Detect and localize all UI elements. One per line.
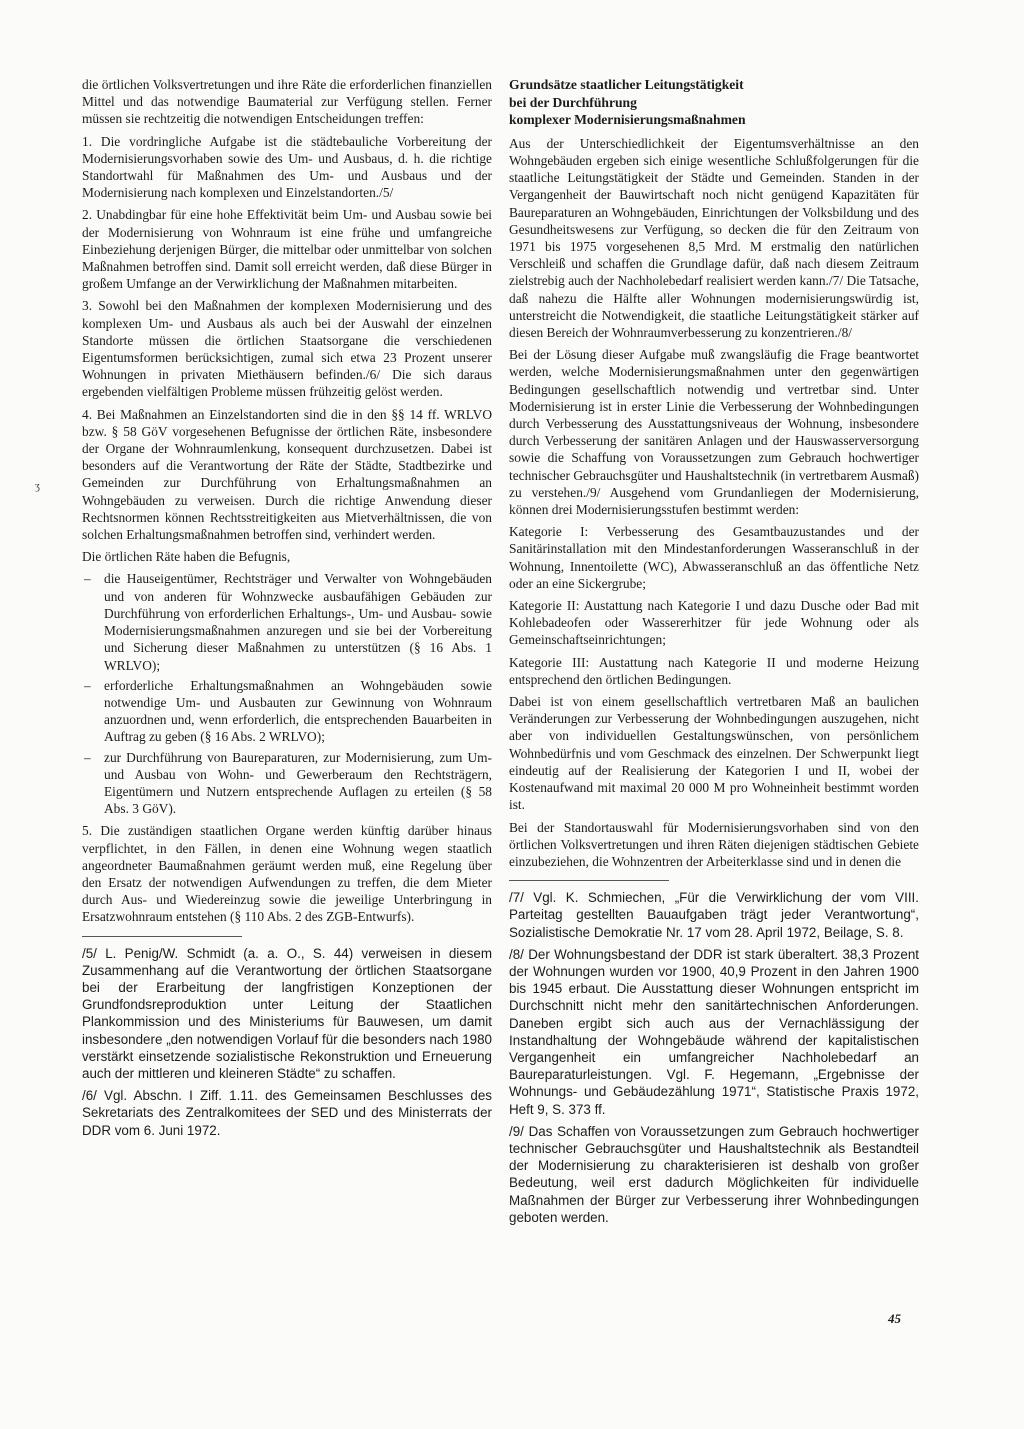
powers-list [82,570,492,817]
heading-line: komplexer Modernisierungsmaßnahmen [509,112,746,128]
margin-mark: ʒ [35,480,40,492]
footnote-6: /6/ Vgl. Abschn. I Ziff. 1.11. des Gemeinsamen Beschlusses des Sekretariats des Zentralkomitees der SED und des Ministerrats der DDR vom 6. Juni 1972. [82,1088,492,1138]
footnote-7: /7/ Vgl. K. Schmiechen, „Für die Verwirklichung der vom VIII. Parteitag gestellten Bauaufgaben trägt jeder Verantwortung“, Sozialistische Demokratie Nr. 17 vom 28. April 1972, Beilage, S. 8. [509,890,919,940]
heading-line: bei der Durchführung [509,94,637,110]
footnote-9: /9/ Das Schaffen von Voraussetzungen zum Gebrauch hochwertiger technischer Gebrauchsgüter und Haushaltstechnik als Bestandteil der Modernisierung zu charakterisieren ist deshalb von großer Bedeutung, weil erst dadurch Möglichkeiten für individuelle Maßnahmen der Bürger zur Verbesserung ihrer Wohnbedingungen geboten werden. [509,1123,919,1225]
numbered-paragraph-1: 1. Die vordringliche Aufgabe ist die städtebauliche Vorbereitung der Modernisierungsvorhaben sowie des Um- und Ausbaus, d. h. die richtige Standortwahl für Maßnahmen des Um- und Ausbaus und der Modernisierung nach komplexen und Einzelstandorten./5/ [82,133,492,201]
footnote-5: /5/ L. Penig/W. Schmidt (a. a. O., S. 44) verweisen in diesem Zusammenhang auf die Verantwortung der örtlichen Staatsorgane bei der Erarbeitung der langfristigen Konzeptionen der Grundfondsreproduktion unter Leitung der Staatlichen Plankommission und des Ministeriums für Bauwesen, um damit insbesondere „den notwendigen Vorlauf für die besonders nach 1980 verstärkt einsetzende sozialistische Rekonstruktion und Erneuerung auch der mittleren und kleineren Städte“ zu schaffen. [82,945,492,1081]
right-column [509,76,919,1231]
body-paragraph: Dabei ist von einem gesellschaftlich vertretbaren Maß an baulichen Veränderungen zur Verbesserung der Wohnbedingungen auszugehen, nicht aber von individuellen Gestaltungswünschen, von persönlichem Wohnbedürfnis und vom Geschmack des einzelnen. Der Schwerpunkt liegt eindeutig auf der Realisierung der Kategorien I und II, wobei der Kostenaufwand mit maximal 20 000 M pro Wohneinheit bestimmt worden ist. [509,694,919,813]
category-3-paragraph: Kategorie III: Austattung nach Kategorie II und moderne Heizung entsprechend den örtlichen Bedingungen. [509,654,919,687]
list-item: – zur Durchführung von Baureparaturen, zur Modernisierung, zum Um- und Ausbau von Wohn- und Gewerberaum den Rechtsträgern, Eigentümern und Nutzern entsprechende Auflagen zu erteilen (§ 58 Abs. 3 GöV). [82,749,492,818]
body-paragraph: Bei der Standortauswahl für Modernisierungsvorhaben sind von den örtlichen Volksvertretungen und ihren Räten diejenigen städtischen Gebiete einzubeziehen, die Wohnzentren der Arbeiterklasse sind und in denen die [509,819,919,869]
powers-intro: Die örtlichen Räte haben die Befugnis, [82,549,291,565]
body-paragraph: Bei der Lösung dieser Aufgabe muß zwangsläufig die Frage beantwortet werden, welche Modernisierungsmaßnahmen unter den gegenwärtigen Bedingungen gesellschaftlich notwendig und vertretbar sind. Unter Modernisierung ist in erster Linie die Verbesserung der Wohnbedingungen durch Verbesserung des Ausstattungsniveaus der Wohnung, insbesondere durch Verbesserung der sanitären Anlagen und der Hauswasserversorgung sowie die Schaffung von Voraussetzungen zum Gebrauch hochwertiger technischer Gebrauchsgüter und Haushaltstechnik (in vertretbarem Ausmaß) zu verstehen./9/ Ausgehend vom Grundanliegen der Modernisierung, können drei Modernisierungsstufen bestimmt werden: [509,347,919,518]
category-1-paragraph: Kategorie I: Verbesserung des Gesamtbauzustandes und der Sanitärinstallation mit den Mindestanforderungen Wasseranschluß in der Wohnung, Innentoilette (WC), Abwasseranschluß an das öffentliche Netz oder an eine Sickergrube; [509,524,919,591]
footnote-divider [82,936,242,937]
body-paragraph: Aus der Unterschiedlichkeit der Eigentumsverhältnisse an den Wohngebäuden ergeben sich einige wesentliche Schlußfolgerungen für die staatliche Leitungstätigkeit der Städte und Gemeinden. Standen in der Vergangenheit der Bauwirtschaft noch nicht genügend Kapazitäten für Baureparaturen an Wohngebäuden, Einrichtungen der Volksbildung und des Gesundheitswesens zur Verfügung, so decken die für den Zeitraum von 1971 bis 1975 vorgesehenen 8,5 Mrd. M erstmalig den natürlichen Verschleiß und schaffen die Grundlage dafür, daß nach diesem Zeitraum zielstrebig auch der Nachholebedarf realisiert werden kann./7/ Die Tatsache, daß nahezu die Hälfte aller Wohnungen modernisierungswürdig ist, unterstreicht die Notwendigkeit, die staatliche Leitungstätigkeit stärker auf diesen Bereich der Wohnraumverbesserung zu konzentrieren./8/ [509,135,919,341]
footnote-divider [509,880,669,881]
list-item: – die Hauseigentümer, Rechtsträger und Verwalter von Wohngebäuden und von anderen für Wohnzwecke ausbaufähigen Gebäuden zur Durchführung von erforderlichen Erhaltungs-, Um- und Ausbau- sowie Modernisierungsmaßnahmen anzuregen und sie bei der Vorbereitung und Sicherung dieser Maßnahmen zu unterstützen (§ 16 Abs. 1 WRLVO); [82,570,492,673]
intro-paragraph: die örtlichen Volksvertretungen und ihre Räte die erforderlichen finanziellen Mittel und das notwendige Baumaterial zur Verfügung stellen. Ferner müssen sie rechtzeitig die notwendigen Entscheidungen treffen: [82,77,492,127]
numbered-paragraph-2: 2. Unabdingbar für eine hohe Effektivität beim Um- und Ausbau sowie bei der Modernisierung von Wohnraum ist eine frühe und umfangreiche Einbeziehung derjenigen Bürger, die mittelbar oder unmittelbar von solchen Maßnahmen betroffen sind. Damit soll erreicht werden, daß diese Bürger in großem Umfange an der Verwirklichung der Maßnahmen mitarbeiten. [82,207,492,292]
category-2-paragraph: Kategorie II: Austattung nach Kategorie I und dazu Dusche oder Bad mit Kohlebadeofen oder Wassererhitzer für jede Wohnung oder als Gemeinschaftseinrichtungen; [509,598,919,648]
numbered-paragraph-5: 5. Die zuständigen staatlichen Organe werden künftig darüber hinaus verpflichtet, in den Fällen, in denen eine Wohnung wegen staatlich angeordneter Baumaßnahmen geräumt werden muß, eine Regelung über den Ersatz der notwendigen Aufwendungen zu treffen, die dem Mieter durch Aus- und Wiedereinzug sowie die jeweilige Unterbringung in Ersatzwohnraum entstehen (§ 110 Abs. 2 des ZGB-Entwurfs). [82,823,492,925]
left-column [82,76,492,1144]
list-item: – erforderliche Erhaltungsmaßnahmen an Wohngebäuden sowie notwendige Um- und Ausbauten zur Gewinnung von Wohnraum anzuordnen und, wenn erforderlich, die entsprechenden Bauarbeiten in Auftrag zu geben (§ 16 Abs. 2 WRLVO); [82,677,492,746]
numbered-paragraph-4: 4. Bei Maßnahmen an Einzelstandorten sind die in den §§ 14 ff. WRLVO bzw. § 58 GöV vorgesehenen Befugnisse der örtlichen Räte, insbesondere der Organe der Wohnraumlenkung, konsequent durchzusetzen. Dabei ist besonders auf die Verantwortung der Räte der Städte, Stadtbezirke und Gemeinden zur Durchführung von Erhaltungsmaßnahmen an Wohngebäuden zu verweisen. Durch die richtige Anwendung dieser Rechtsnormen können Rechtsstreitigkeiten aus Mietverhältnissen, die von solchen Erhaltungsmaßnahmen betroffen sind, verhindert werden. [82,406,492,543]
page-number: 45 [888,1311,901,1326]
heading-line: Grundsätze staatlicher Leitungstätigkeit [509,77,744,92]
numbered-paragraph-3: 3. Sowohl bei den Maßnahmen der komplexen Modernisierung und des komplexen Um- und Ausbaus als auch bei der Auswahl der einzelnen Standorte müssen die örtlichen Staatsorgane die verschiedenen Eigentumsformen berücksichtigen, zumal sich etwa 23 Prozent unserer Wohnungen in privaten Miethäusern befinden./6/ Die sich daraus ergebenden vielfältigen Probleme müssen frühzeitig gelöst werden. [82,298,492,400]
footnote-8: /8/ Der Wohnungsbestand der DDR ist stark überaltert. 38,3 Prozent der Wohnungen wurden vor 1900, 40,9 Prozent in den Jahren 1900 bis 1945 erbaut. Die Ausstattung dieser Wohnungen entspricht im Durchschnitt nicht mehr den sanitärtechnischen Anforderungen. Daneben ergibt sich auch aus der Vernachlässigung der Instandhaltung der Wohngebäude während der kapitalistischen Vergangenheit ein umfangreicher Nachholebedarf an Baureparaturleistungen. Vgl. F. Hegemann, „Ergebnisse der Wohnungs- und Gebäudezählung 1971“, Statistische Praxis 1972, Heft 9, S. 373 ff. [509,946,919,1117]
section-heading [509,76,919,129]
